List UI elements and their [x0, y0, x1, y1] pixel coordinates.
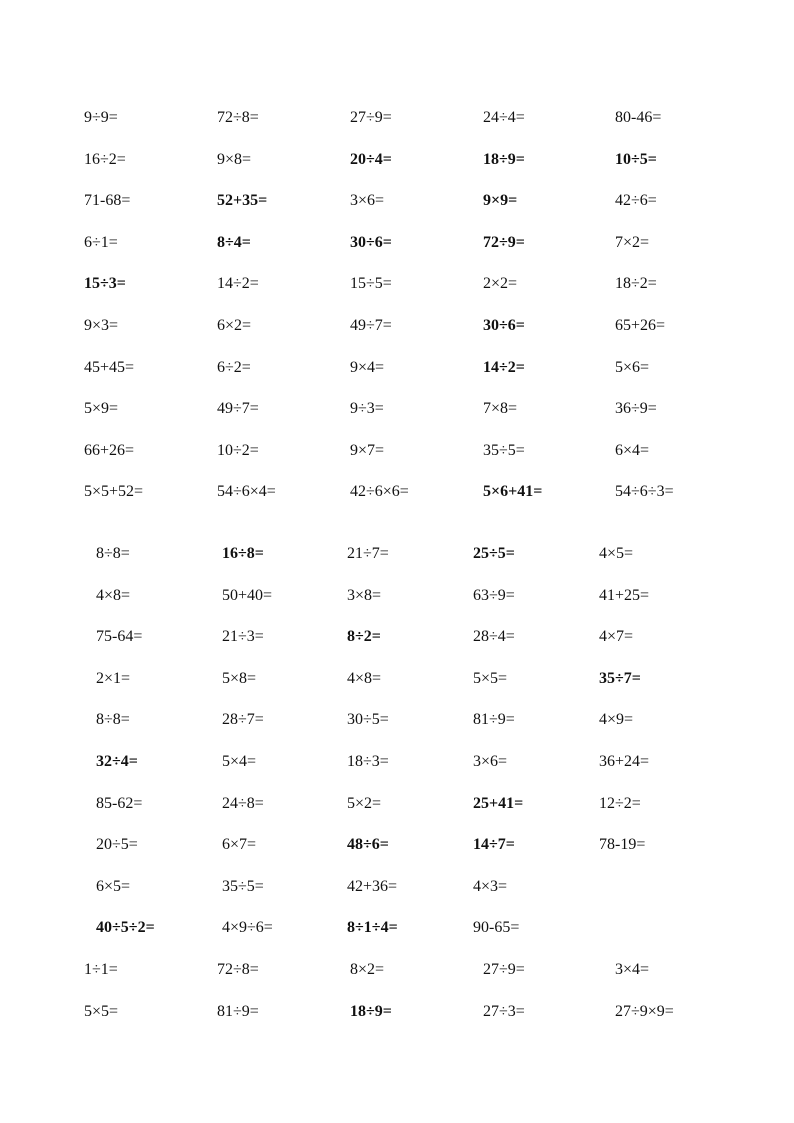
problem: 5×5= [84, 1002, 119, 1020]
problem: 9×4= [350, 358, 385, 376]
problem: 72÷8= [217, 961, 259, 978]
problem-section-1 [0, 108, 794, 524]
problem: 42+36= [347, 877, 398, 895]
problem-row [0, 358, 794, 400]
problem-row [0, 752, 794, 794]
problem: 3×6= [350, 192, 385, 210]
problem: 4×8= [96, 586, 131, 604]
problem-row [0, 877, 794, 919]
problem: 6÷1= [84, 233, 118, 251]
problem-section-3 [0, 960, 794, 1043]
problem: 27÷9= [350, 109, 392, 126]
problem: 5×9= [84, 400, 119, 418]
problem: 8÷4= [217, 233, 251, 251]
problem: 30÷6= [483, 316, 525, 334]
problem: 25÷5= [473, 545, 515, 562]
problem: 2×1= [96, 669, 131, 687]
problem: 48÷6= [347, 836, 389, 854]
problem: 14÷7= [473, 836, 515, 854]
problem: 10÷2= [217, 441, 259, 459]
problem: 80-46= [615, 109, 662, 126]
problem-row [0, 1002, 794, 1044]
problem: 28÷7= [222, 711, 264, 729]
problem: 6×2= [217, 316, 252, 334]
problem-section-2 [0, 544, 794, 960]
problem: 36÷9= [615, 400, 657, 418]
problem: 4×9÷6= [222, 919, 273, 937]
problem: 9×8= [217, 150, 252, 168]
problem: 4×3= [473, 877, 508, 895]
problem: 14÷2= [483, 358, 525, 376]
problem: 2×2= [483, 275, 518, 293]
problem: 18÷9= [350, 1002, 392, 1020]
problem: 54÷6×4= [217, 483, 276, 501]
problem: 42÷6= [615, 192, 657, 210]
problem-row [0, 233, 794, 275]
problem: 18÷9= [483, 150, 525, 168]
problem-row [0, 918, 794, 960]
problem: 1÷1= [84, 961, 118, 978]
problem: 4×7= [599, 628, 634, 646]
problem: 72÷9= [483, 233, 525, 251]
problem: 15÷3= [84, 275, 126, 293]
problem: 6×4= [615, 441, 650, 459]
problem-row [0, 191, 794, 233]
problem: 78-19= [599, 836, 646, 854]
problem-row [0, 960, 794, 1002]
problem-row [0, 544, 794, 586]
problem: 75-64= [96, 628, 143, 646]
problem-row [0, 150, 794, 192]
problem: 65+26= [615, 316, 666, 334]
problem: 5×4= [222, 752, 257, 770]
problem: 35÷7= [599, 669, 641, 687]
problem: 10÷5= [615, 150, 657, 168]
problem: 32÷4= [96, 752, 138, 770]
problem: 30÷5= [347, 711, 389, 729]
problem: 8÷2= [347, 628, 381, 646]
problem: 3×6= [473, 752, 508, 770]
problem: 27÷3= [483, 1002, 525, 1020]
problem: 21÷3= [222, 628, 264, 646]
problem: 81÷9= [217, 1002, 259, 1020]
problem: 12÷2= [599, 794, 641, 812]
problem: 20÷4= [350, 150, 392, 168]
problem-row [0, 627, 794, 669]
problem: 5×6+41= [483, 483, 543, 501]
problem-row [0, 274, 794, 316]
problem: 42÷6×6= [350, 483, 409, 501]
problem: 4×5= [599, 545, 634, 562]
problem-row [0, 586, 794, 628]
problem: 27÷9×9= [615, 1002, 674, 1020]
problem: 49÷7= [350, 316, 392, 334]
problem: 9÷3= [350, 400, 384, 418]
problem: 5×8= [222, 669, 257, 687]
problem: 6÷2= [217, 358, 251, 376]
problem: 3×4= [615, 961, 650, 978]
problem: 54÷6÷3= [615, 483, 674, 501]
problem: 72÷8= [217, 109, 259, 126]
problem: 14÷2= [217, 275, 259, 293]
problem: 20÷5= [96, 836, 138, 854]
problem: 5×6= [615, 358, 650, 376]
problem: 9×7= [350, 441, 385, 459]
problem: 90-65= [473, 919, 520, 937]
problem: 25+41= [473, 794, 524, 812]
problem: 35÷5= [222, 877, 264, 895]
problem-row [0, 835, 794, 877]
problem: 5×5+52= [84, 483, 144, 501]
problem-row [0, 399, 794, 441]
problem: 16÷8= [222, 545, 264, 562]
problem: 8÷8= [96, 711, 130, 729]
problem: 18÷2= [615, 275, 657, 293]
problem: 71-68= [84, 192, 131, 210]
problem: 18÷3= [347, 752, 389, 770]
problem: 30÷6= [350, 233, 392, 251]
problem: 9÷9= [84, 109, 118, 126]
problem: 50+40= [222, 586, 273, 604]
problem-row [0, 482, 794, 524]
problem: 8÷1÷4= [347, 919, 398, 937]
problem: 24÷4= [483, 109, 525, 126]
problem: 35÷5= [483, 441, 525, 459]
problem: 9×3= [84, 316, 119, 334]
problem: 28÷4= [473, 628, 515, 646]
problem: 5×5= [473, 669, 508, 687]
problem: 27÷9= [483, 961, 525, 978]
problem: 63÷9= [473, 586, 515, 604]
problem-row [0, 441, 794, 483]
problem: 8×2= [350, 961, 385, 978]
problem: 21÷7= [347, 545, 389, 562]
problem-row [0, 669, 794, 711]
problem: 8÷8= [96, 545, 130, 562]
problem: 81÷9= [473, 711, 515, 729]
problem: 40÷5÷2= [96, 919, 155, 937]
problem: 49÷7= [217, 400, 259, 418]
problem: 6×5= [96, 877, 131, 895]
problem: 41+25= [599, 586, 650, 604]
problem-row [0, 794, 794, 836]
problem-row [0, 316, 794, 358]
problem: 3×8= [347, 586, 382, 604]
problem: 66+26= [84, 441, 135, 459]
problem: 45+45= [84, 358, 135, 376]
problem: 7×2= [615, 233, 650, 251]
problem: 15÷5= [350, 275, 392, 293]
problem: 7×8= [483, 400, 518, 418]
problem-row [0, 108, 794, 150]
problem-row [0, 710, 794, 752]
problem: 4×8= [347, 669, 382, 687]
problem: 5×2= [347, 794, 382, 812]
problem: 85-62= [96, 794, 143, 812]
problem: 4×9= [599, 711, 634, 729]
problem: 16÷2= [84, 150, 126, 168]
problem: 36+24= [599, 752, 650, 770]
problem: 24÷8= [222, 794, 264, 812]
problem: 9×9= [483, 192, 518, 210]
problem: 6×7= [222, 836, 257, 854]
problem: 52+35= [217, 192, 268, 210]
